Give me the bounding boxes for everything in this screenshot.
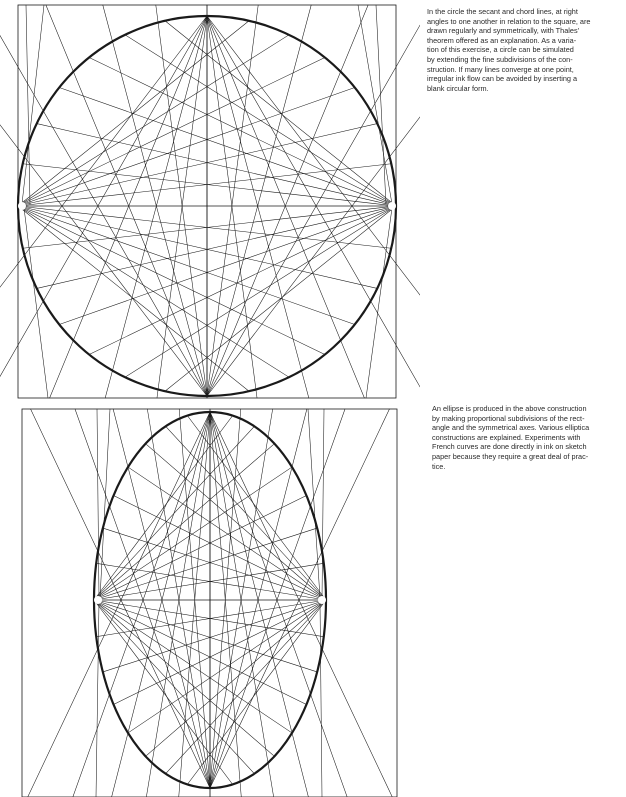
secant-line [0, 16, 207, 398]
edge-line [320, 602, 322, 797]
chord-line [18, 206, 355, 324]
circle-construction-caption: In the circle the secant and chord lines, at right angles to one another in relation to the square, are drawn regularly and symmetrically, with Thales' theorem offered as an explanation. As a varia- tion of this exercise, a circle can be simulated by extending the fine subdivisions of the con- struction. If many lines converge at one point, irregular ink flow can be avoided by inserting a blank circular form. [427, 7, 591, 93]
chord-line [94, 416, 233, 600]
chord-line [94, 600, 233, 784]
secant-line [207, 5, 420, 396]
secant-line [207, 5, 420, 396]
edge-line [358, 5, 392, 204]
secant-line [179, 412, 210, 797]
edge-line [97, 409, 99, 598]
chord-line [146, 600, 326, 756]
ellipse-construction-caption: An ellipse is produced in the above construction by making proportional subdivisions of the rect- angle and the symmetrical axes. Various elliptica constructions are explained. Experiments with French curves are done directly in ink on sketch paper because they require a great deal of prac- tice. [432, 404, 590, 471]
chord-line [125, 206, 396, 377]
secant-line [210, 409, 389, 788]
secant-line [0, 5, 207, 396]
secant-line [156, 5, 207, 396]
secant-line [210, 412, 274, 797]
chord-line [146, 444, 326, 600]
secant-line [210, 412, 392, 797]
blank-form [94, 596, 102, 604]
edge-line [376, 5, 386, 204]
chord-line [18, 206, 289, 377]
chord-line [18, 206, 249, 391]
secant-line [210, 412, 241, 797]
chord-line [59, 88, 396, 206]
frame [22, 409, 397, 797]
secant-line [207, 5, 258, 396]
chord-line [59, 206, 396, 324]
chord-line [165, 206, 396, 391]
secant-line [0, 16, 207, 398]
chord-line [94, 600, 274, 756]
secant-line [146, 412, 210, 797]
secant-line [105, 16, 207, 398]
secant-line [207, 16, 309, 398]
secant-line [207, 5, 311, 396]
secant-line [147, 409, 210, 788]
secant-line [28, 412, 210, 797]
chord-line [94, 444, 274, 600]
ellipse-construction-figure [0, 404, 420, 797]
blank-form [18, 202, 26, 210]
chord-line [187, 416, 326, 600]
secant-line [210, 409, 273, 788]
blank-form [388, 202, 396, 210]
secant-line [31, 409, 210, 788]
chord-line [187, 600, 326, 784]
circle-construction-figure [0, 0, 420, 400]
edge-line [26, 5, 30, 204]
chord-line [18, 88, 355, 206]
edge-line [22, 5, 44, 204]
secant-line [103, 5, 207, 396]
blank-form [318, 596, 326, 604]
secant-line [0, 5, 207, 396]
